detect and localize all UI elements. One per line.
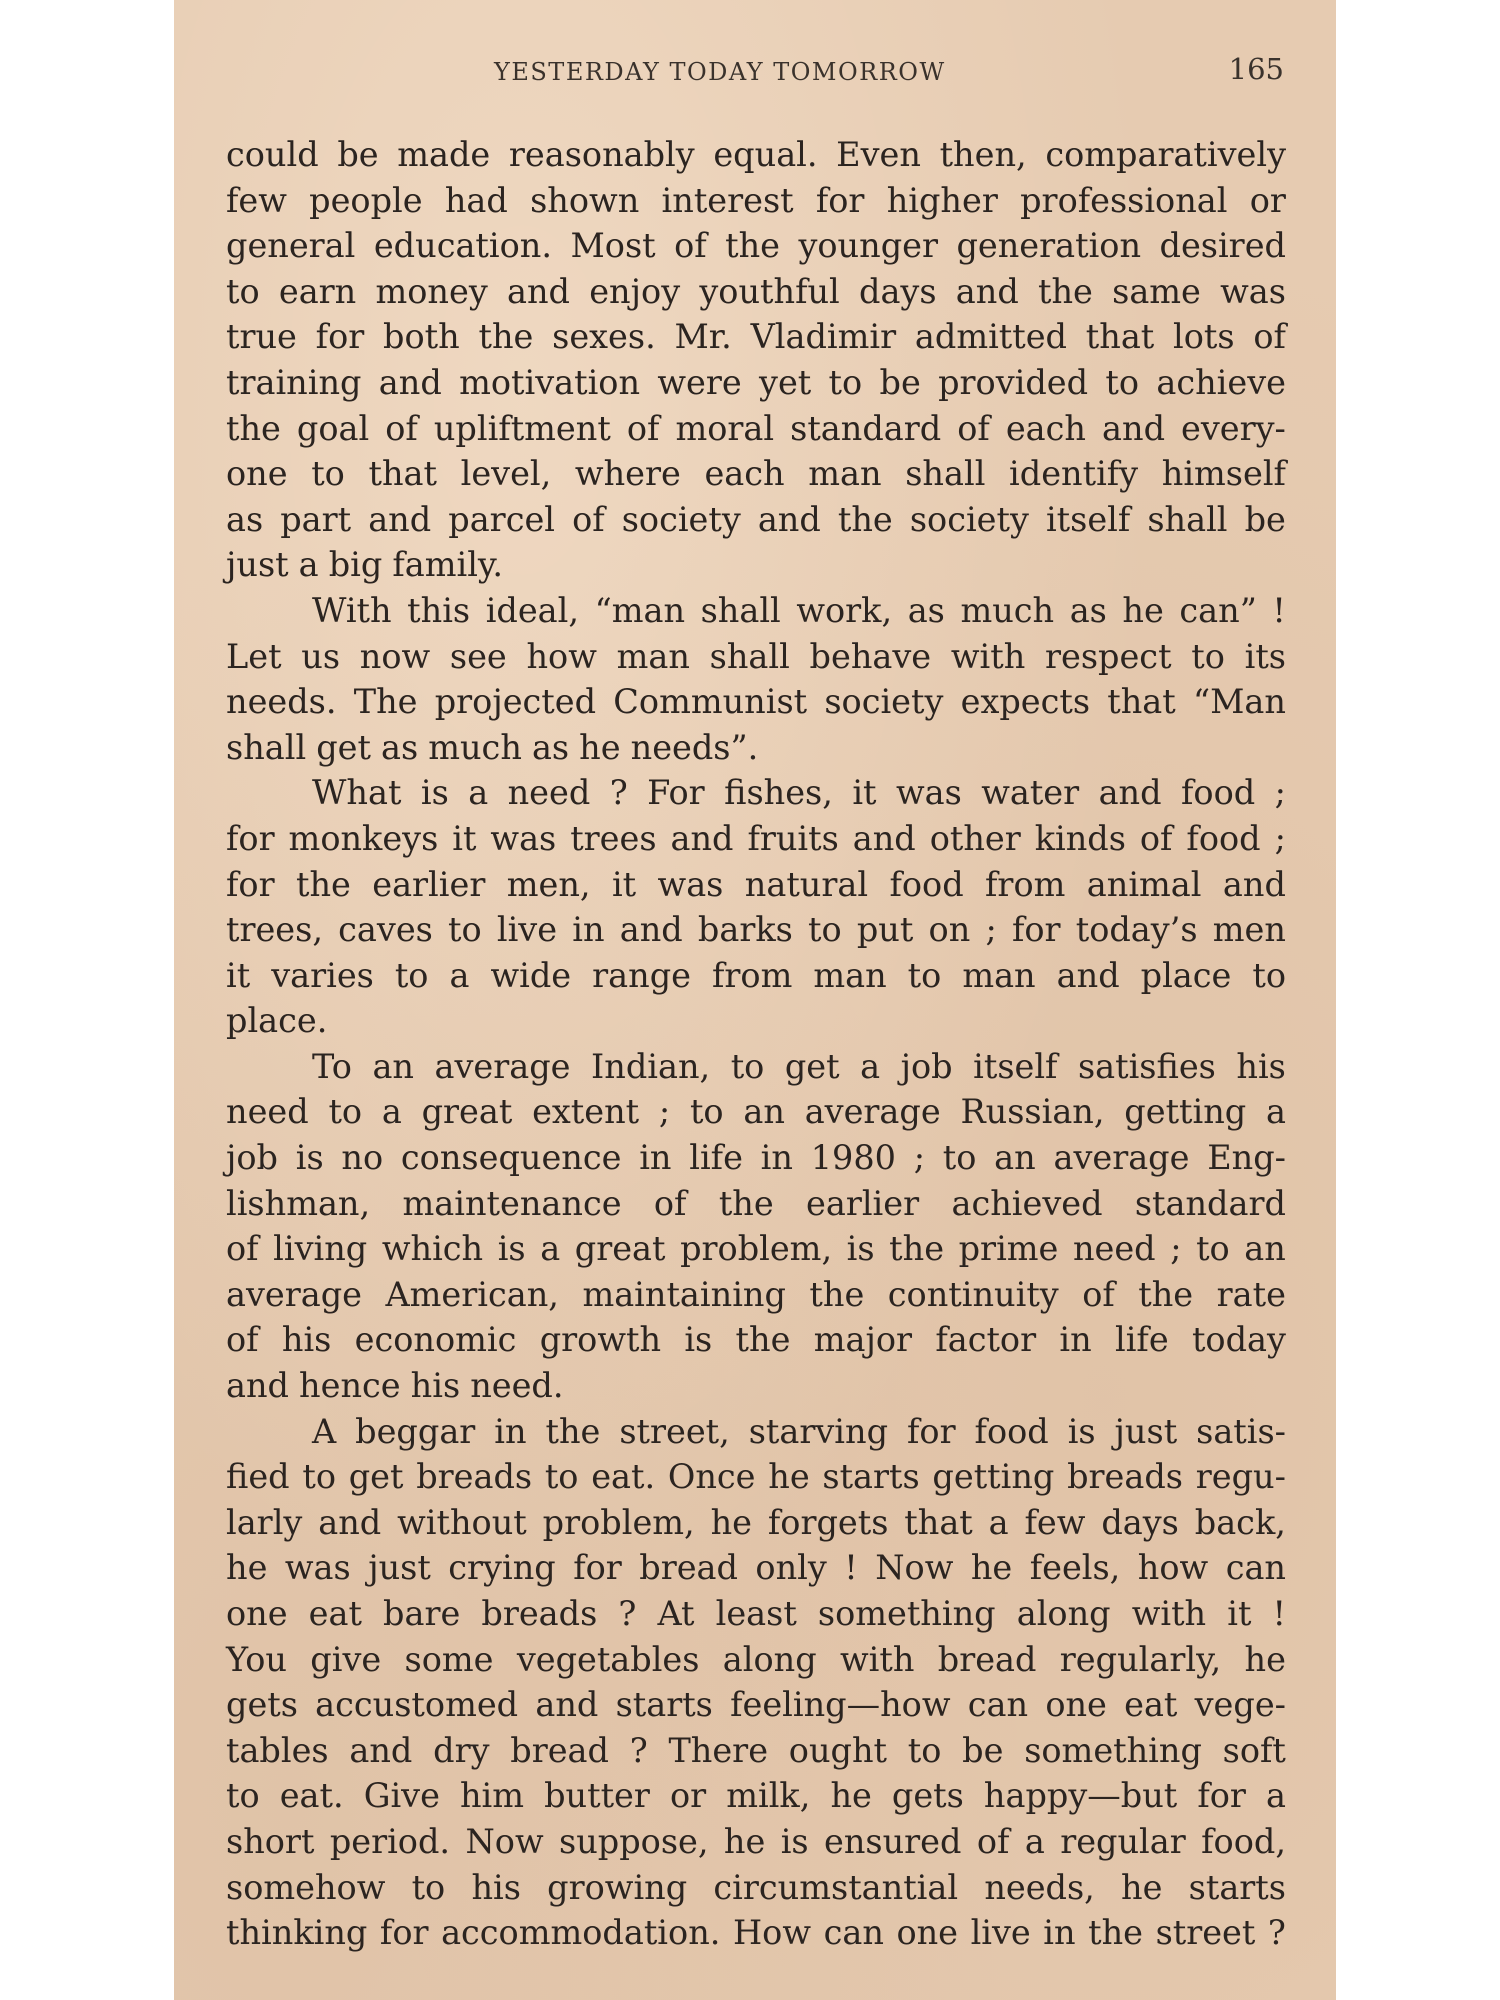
text-line: You give some vegetables along with bread regularly, he	[226, 1639, 1286, 1679]
text-line: the goal of upliftment of moral standard of each and every-	[226, 408, 1286, 448]
text-line: general education. Most of the younger generation desired	[226, 226, 1286, 266]
text-line: average American, maintaining the continuity of the rate	[226, 1274, 1286, 1314]
text-line: A beggar in the street, starving for food is just satis-	[312, 1411, 1286, 1451]
text-line: fied to get breads to eat. Once he starts getting breads regu-	[226, 1457, 1286, 1497]
text-line: To an average Indian, to get a job itself satisfies his	[312, 1046, 1286, 1086]
text-line: to earn money and enjoy youthful days and the same was	[226, 271, 1286, 311]
text-line: training and motivation were yet to be provided to achieve	[226, 362, 1286, 402]
text-line: place.	[226, 1001, 328, 1041]
running-title: YESTERDAY TODAY TOMORROW	[494, 58, 946, 86]
text-line: one eat bare breads ? At least something along with it !	[226, 1594, 1286, 1633]
text-line: lishman, maintenance of the earlier achieved standard	[226, 1183, 1286, 1223]
text-line: he was just crying for bread only ! Now he feels, how can	[226, 1548, 1286, 1588]
text-line: as part and parcel of society and the society itself shall be	[226, 499, 1286, 539]
page-number: 165	[1228, 52, 1284, 86]
text-line: just a big family.	[226, 545, 504, 585]
text-line: of his economic growth is the major factor in life today	[226, 1320, 1286, 1360]
text-line: for the earlier men, it was natural food from animal and	[226, 864, 1286, 904]
text-line: job is no consequence in life in 1980 ; to an average Eng-	[226, 1138, 1286, 1178]
text-line: and hence his need.	[226, 1366, 564, 1406]
text-line: few people had shown interest for higher professional or	[226, 180, 1286, 220]
text-line: trees, caves to live in and barks to put on ; for today’s men	[226, 910, 1286, 950]
text-line: need to a great extent ; to an average Russian, getting a	[226, 1092, 1286, 1132]
text-line: somehow to his growing circumstantial needs, he starts	[226, 1867, 1286, 1907]
book-page	[174, 0, 1336, 2000]
text-line: shall get as much as he needs”.	[226, 727, 759, 767]
text-line: tables and dry bread ? There ought to be something soft	[226, 1730, 1286, 1770]
text-line: of living which is a great problem, is the prime need ; to an	[226, 1229, 1286, 1269]
text-line: gets accustomed and starts feeling—how can one eat vege-	[226, 1685, 1286, 1725]
running-head	[174, 52, 1336, 92]
text-line: true for both the sexes. Mr. Vladimir admitted that lots of	[226, 317, 1286, 357]
text-line: to eat. Give him butter or milk, he gets happy—but for a	[226, 1776, 1286, 1816]
text-line: needs. The projected Communist society expects that “Man	[226, 682, 1286, 722]
text-line: thinking for accommodation. How can one live in the street ?	[226, 1913, 1286, 1953]
text-line: one to that level, where each man shall identify himself	[226, 454, 1286, 494]
text-line: What is a need ? For fishes, it was water and food ;	[312, 773, 1286, 813]
text-line: for monkeys it was trees and fruits and other kinds of food ;	[226, 818, 1286, 858]
text-line: could be made reasonably equal. Even then, comparatively	[226, 135, 1286, 174]
body-text	[226, 132, 1286, 1956]
text-line: short period. Now suppose, he is ensured of a regular food,	[226, 1821, 1286, 1861]
text-line: it varies to a wide range from man to man and place to	[226, 955, 1286, 995]
text-line: With this ideal, “man shall work, as much as he can” !	[312, 590, 1286, 630]
text-line: Let us now see how man shall behave with respect to its	[226, 636, 1286, 676]
text-line: larly and without problem, he forgets that a few days back,	[226, 1502, 1286, 1542]
